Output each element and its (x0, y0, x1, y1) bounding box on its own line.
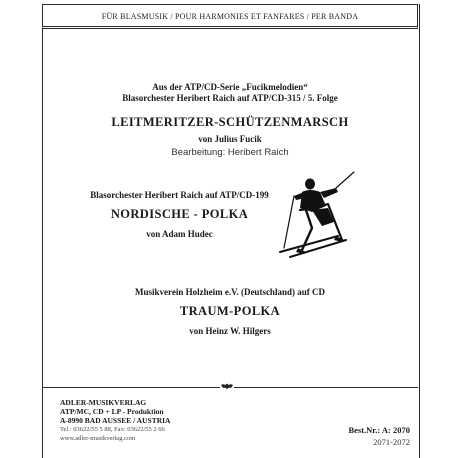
work1-recording-line: Blasorchester Heribert Raich auf ATP/CD-315 / 5. Folge (122, 93, 338, 103)
publisher-line2: ATP/MC, CD + LP - Produktion (60, 407, 164, 416)
publisher-phone: Tel.: 03622/55 5 88, Fax: 03622/55 2 66 (60, 426, 165, 433)
work2-title: NORDISCHE - POLKA (110, 207, 249, 221)
work2-composer: von Adam Hudec (146, 229, 213, 239)
work2-recording-line: Blasorchester Heribert Raich auf ATP/CD-199 (90, 190, 269, 200)
header-banner (42, 4, 418, 29)
work1-arrangement: Bearbeitung: Heribert Raich (171, 147, 289, 158)
skier-illustration (276, 170, 358, 260)
work3-title: TRAUM-POLKA (179, 304, 281, 318)
work3-recording-line: Musikverein Holzheim e.V. (Deutschland) auf CD (135, 287, 325, 297)
publisher-name: ADLER-MUSIKVERLAG (60, 398, 147, 407)
work3-composer: von Heinz W. Hilgers (189, 326, 271, 336)
order-number: Best.Nr.: A: 2070 (348, 425, 410, 435)
publisher-address: A-8990 BAD AUSSEE / AUSTRIA (60, 416, 171, 425)
order-range: 2071-2072 (373, 437, 410, 447)
eagle-logo-icon (220, 381, 234, 393)
publisher-web: www.adler-musikverlag.com (60, 435, 136, 442)
work1-header (42, 82, 418, 104)
publisher-block (60, 398, 260, 443)
work1-title: LEITMERITZER-SCHÜTZENMARSCH (111, 115, 349, 129)
work1-series-line: Aus der ATP/CD-Serie „Fucikmelodien“ (152, 82, 308, 92)
banner-text: FÜR BLASMUSIK / POUR HARMONIES ET FANFARES / PER BANDA (101, 12, 359, 21)
work1-composer: von Julius Fucik (198, 134, 262, 144)
